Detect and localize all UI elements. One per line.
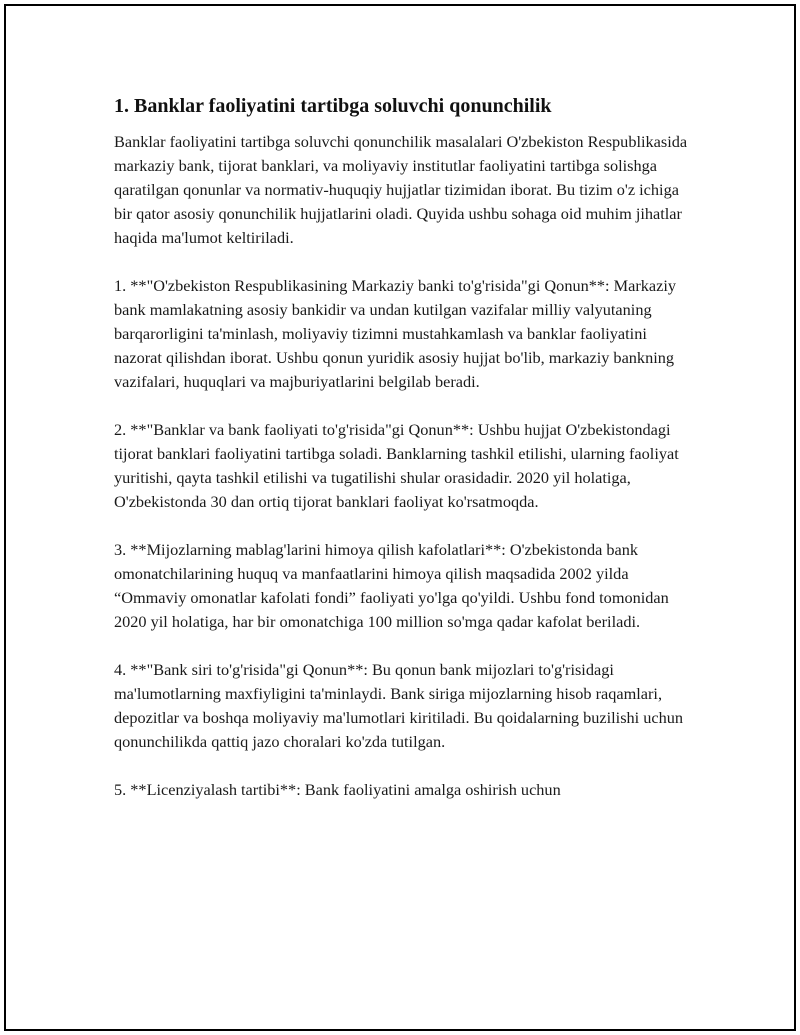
paragraph-licensing: 5. **Licenziyalash tartibi**: Bank faoliyatini amalga oshirish uchun: [114, 780, 561, 799]
intro-paragraph: Banklar faoliyatini tartibga soluvchi qonunchilik masalalari O'zbekiston Respublikasida markaziy bank, tijorat banklari, va moliyaviy institutlar faoliyatini tartibga solishga qaratilgan qonunlar va normativ-huquqiy hujjatlar tizimidan iborat. Bu tizim o'z ichiga bir qator asosiy qonunchilik hujjatlarini oladi. Quyida ushbu sohaga oid muhim jihatlar haqida ma'lumot keltiriladi.: [114, 132, 688, 247]
document-title: 1. Banklar faoliyatini tartibga soluvchi qonunchilik: [114, 95, 552, 117]
paragraph-central-bank-law: 1. **"O'zbekiston Respublikasining Markaziy banki to'g'risida"gi Qonun**: Markaziy bank mamlakatning asosiy bankidir va undan kutilgan vazifalar milliy valyutaning barqarorligini ta'minlash, moliyaviy tizimni mustahkamlash va banklar faoliyatini nazorat qilishdan iborat. Ushbu qonun yuridik asosiy hujjat bo'lib, markaziy bankning vazifalari, huquqlari va majburiyatlarini belgilab beradi.: [114, 276, 676, 391]
paragraph-bank-secrecy-law: 4. **"Bank siri to'g'risida"gi Qonun**: Bu qonun bank mijozlari to'g'risidagi ma'lumotlarning maxfiyligini ta'minlaydi. Bank siriga mijozlarning hisob raqamlari, depozitlar va boshqa moliyaviy ma'lumotlari kiritiladi. Bu qoidalarning buzilishi uchun qonunchilikda qattiq jazo choralari ko'zda tutilgan.: [114, 660, 684, 751]
paragraph-banking-law: 2. **"Banklar va bank faoliyati to'g'risida"gi Qonun**: Ushbu hujjat O'zbekistondagi tijorat banklari faoliyatini tartibga soladi. Banklarning tashkil etilishi, ularning faoliyat yuritishi, qayta tashkil etilishi va tugatilishi shular orasidadir. 2020 yil holatiga, O'zbekistonda 30 dan ortiq tijorat banklari faoliyat ko'rsatmoqda.: [114, 420, 679, 511]
document-body: [114, 92, 694, 826]
paragraph-deposit-guarantees: 3. **Mijozlarning mablag'larini himoya qilish kafolatlari**: O'zbekistonda bank omonatchilarining huquq va manfaatlarini himoya qilish maqsadida 2002 yilda “Ommaviy omonatlar kafolati fondi” faoliyati yo'lga qo'yildi. Ushbu fond tomonidan 2020 yil holatiga, har bir omonatchiga 100 million so'mga qadar kafolat beriladi.: [114, 540, 669, 631]
